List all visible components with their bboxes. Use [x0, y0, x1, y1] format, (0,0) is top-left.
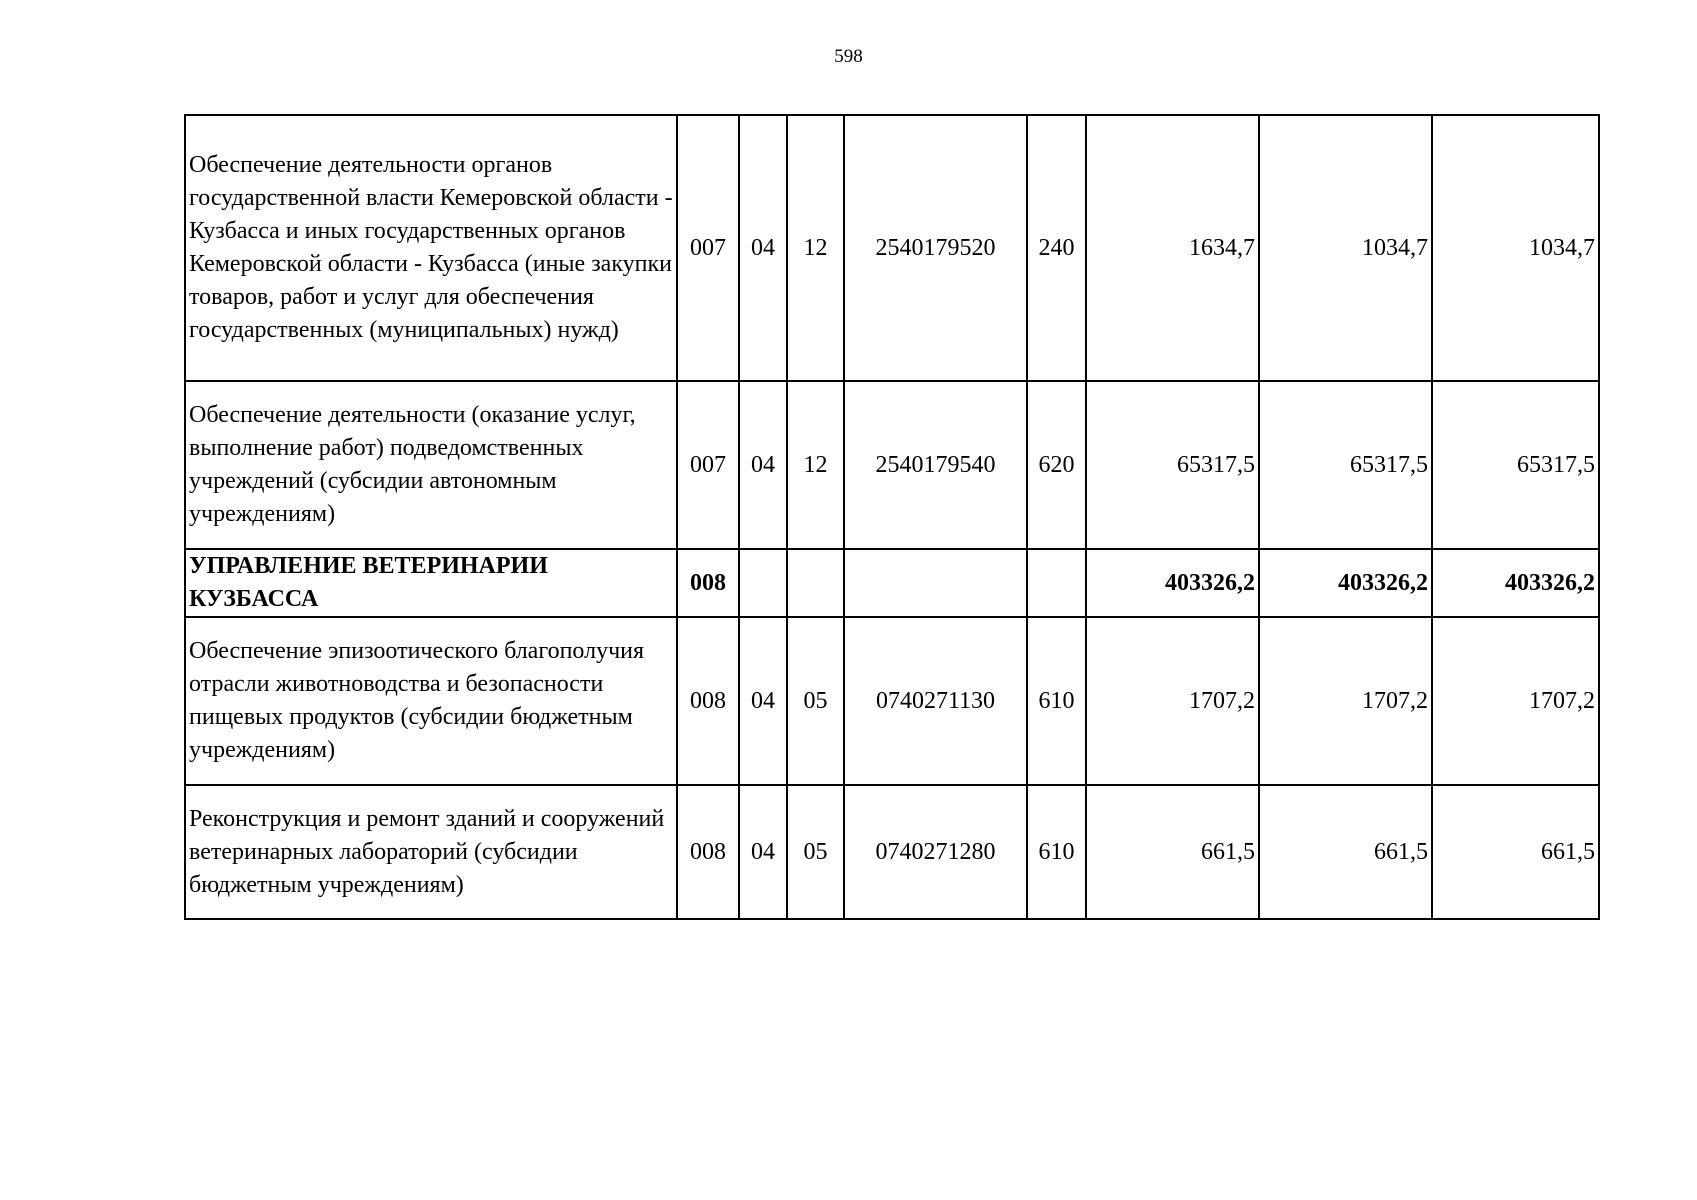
amount-1: 661,5: [1086, 785, 1259, 919]
amount-2: 1034,7: [1259, 115, 1432, 381]
amount-2: 661,5: [1259, 785, 1432, 919]
ministry-code: 007: [677, 381, 739, 549]
amount-1: 65317,5: [1086, 381, 1259, 549]
section-code: 04: [739, 785, 787, 919]
amount-1: 1707,2: [1086, 617, 1259, 785]
row-name: Обеспечение деятельности (оказание услуг, выполнение работ) подведомственных учреждений (субсидии автономным учреждениям): [185, 381, 677, 549]
section-code: 04: [739, 617, 787, 785]
subsection-code: [787, 549, 844, 617]
budget-table: [184, 114, 1600, 920]
ministry-code: 008: [677, 549, 739, 617]
table-row: [185, 115, 1599, 381]
expense-type-code: 610: [1027, 785, 1086, 919]
target-article-code: 0740271130: [844, 617, 1027, 785]
expense-type-code: 240: [1027, 115, 1086, 381]
table-row-department-total: [185, 549, 1599, 617]
target-article-code: 2540179520: [844, 115, 1027, 381]
expense-type-code: 610: [1027, 617, 1086, 785]
row-name: Реконструкция и ремонт зданий и сооружений ветеринарных лабораторий (субсидии бюджетным учреждениям): [185, 785, 677, 919]
section-code: 04: [739, 381, 787, 549]
target-article-code: 0740271280: [844, 785, 1027, 919]
amount-3: 1034,7: [1432, 115, 1599, 381]
amount-2: 65317,5: [1259, 381, 1432, 549]
subsection-code: 12: [787, 115, 844, 381]
target-article-code: [844, 549, 1027, 617]
subsection-code: 05: [787, 617, 844, 785]
table-row: [185, 381, 1599, 549]
expense-type-code: [1027, 549, 1086, 617]
row-name: Обеспечение деятельности органов государственной власти Кемеровской области - Кузбасса и иных государственных органов Кемеровской области - Кузбасса (иные закупки товаров, работ и услуг для обеспечения государственных (муниципальных) нужд): [185, 115, 677, 381]
amount-3: 65317,5: [1432, 381, 1599, 549]
ministry-code: 008: [677, 617, 739, 785]
row-name: Обеспечение эпизоотического благополучия отрасли животноводства и безопасности пищевых продуктов (субсидии бюджетным учреждениям): [185, 617, 677, 785]
section-code: 04: [739, 115, 787, 381]
amount-3: 1707,2: [1432, 617, 1599, 785]
table-row: [185, 785, 1599, 919]
amount-3: 661,5: [1432, 785, 1599, 919]
subsection-code: 05: [787, 785, 844, 919]
table-row: [185, 617, 1599, 785]
amount-1: 1634,7: [1086, 115, 1259, 381]
ministry-code: 007: [677, 115, 739, 381]
subsection-code: 12: [787, 381, 844, 549]
amount-2: 403326,2: [1259, 549, 1432, 617]
amount-3: 403326,2: [1432, 549, 1599, 617]
ministry-code: 008: [677, 785, 739, 919]
department-name: УПРАВЛЕНИЕ ВЕТЕРИНАРИИ КУЗБАССА: [185, 549, 677, 617]
section-code: [739, 549, 787, 617]
expense-type-code: 620: [1027, 381, 1086, 549]
target-article-code: 2540179540: [844, 381, 1027, 549]
page-number: 598: [834, 46, 863, 67]
amount-1: 403326,2: [1086, 549, 1259, 617]
amount-2: 1707,2: [1259, 617, 1432, 785]
